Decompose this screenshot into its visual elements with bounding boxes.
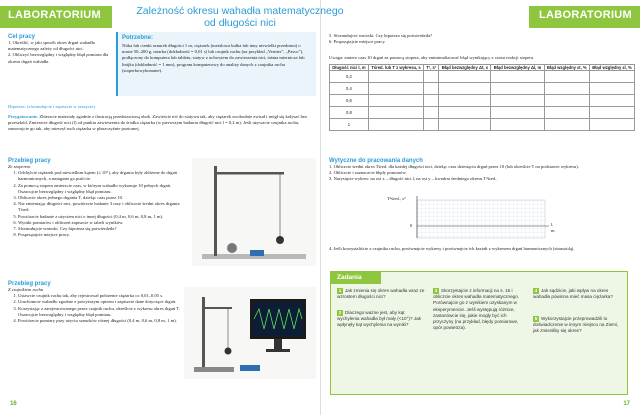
table-header: Błąd bezwzględny Δl, m	[491, 65, 544, 71]
table-cell: 1	[330, 119, 369, 131]
materials-box	[116, 32, 316, 96]
pendulum-illustration	[192, 158, 316, 266]
task-text: Skorzystajcie z informacji na s. 15 i obliczcie okres wahadła matematycznego. Porównajcie go z wynikiem uzyskanym w eksperymencie. Jeśli występują różnice, zastanówcie się, jakie mogły być ich przyczyny (na przykład, błędy pomiarowe, opór powietrza).	[433, 288, 520, 331]
table-row	[330, 95, 635, 107]
task-item	[337, 310, 425, 329]
graph-origin: 0	[410, 223, 413, 228]
task-number: 3	[434, 288, 438, 293]
task-number: 5	[534, 316, 538, 321]
procedure-step: 6. Wyniki pomiarów i obliczeń zapiszcie w tabeli wyników.	[18, 220, 188, 226]
task-item	[533, 288, 623, 300]
procedure-title: Przebieg pracy	[8, 158, 51, 164]
task-item	[433, 288, 525, 331]
page-number-left: 16	[10, 401, 17, 407]
page-number-right: 17	[623, 401, 630, 407]
table-row	[330, 83, 635, 95]
guideline-step: 2. Obliczcie i zaznaczcie błędy pomiarów.	[329, 170, 407, 176]
step-text: 6. Posprzątajcie miejsce pracy.	[329, 39, 386, 45]
preparation-label: Przygotowanie.	[8, 114, 39, 119]
tasks-box	[330, 271, 628, 395]
task-text: Jak zmienia się okres wahadła wraz ze wzrostem długości nici?	[337, 288, 425, 300]
guidelines-title: Wytyczne do pracowania danych	[329, 158, 423, 164]
task-text: Jak sądzicie, jaki wpływ na okres wahadła powinna mieć masa ciężarka?	[533, 288, 613, 300]
sensor-illustration	[184, 287, 316, 379]
procedure-step: 3. Obliczcie okres jednego drgania T, dzieląc czas przez 10.	[18, 195, 188, 201]
sensor-photo	[184, 287, 316, 379]
guidelines	[329, 158, 634, 183]
table-header: Długość nici l, m	[330, 65, 369, 71]
task-text: Dlaczego ważne jest, aby kąt wychylenia wahadła był mały (<10°)? Jak wpłynęły kąt wychylenia na wyniki?	[337, 310, 421, 328]
procedure-step: 2. Za pomocą stopera zmierzcie czas, w którym wahadło wykonuje 10 pełnych drgań. Oszacujcie bezwzględny i względny błąd pomiaru.	[18, 183, 188, 195]
task-number: 1	[338, 288, 342, 293]
guideline-step: 1. Obliczcie średni okres Tśred. dla każdej długości nici, dzieląc czas dziesięciu drgań przez 10 (lub określcie T na podstawie wykresu).	[329, 164, 579, 169]
step-four: 4. Jeśli korzystaliście z czujnika ruchu, porównajcie wykresy i porównajcie ich kształt z wykresem drgań harmonicznych (sinusoidą).	[329, 246, 575, 251]
goal-section	[8, 34, 114, 65]
guideline-step: 3. Narysujcie wykres: na osi x – długość nici l, na osi y – kwadrat średniego okresu T²śred..	[329, 176, 498, 182]
materials-text: Nitka lub cienki sznurek długości 1 m, ciężarek (metalowa kulka lub inny niewielki przedmiot) o masie 50–200 g, miarka (dokładność = 0,01 s) lub czujnik ruchu (na przykład „Vernier”, „Pasco”), podłączony do komputera lub tabletu, statyw z uchwytem do zawieszenia nici, taśma mierniczа lub linijka (dokładność = 1 mm), program komputerowy do analizy danych z czujnika ruchu (stoperbowykonanie).	[122, 43, 305, 73]
goal-item: 1. Określić, w jaki sposób okres drgań wahadła matematycznego zależy od długości nici.	[8, 40, 95, 52]
procedure-step: 4. Nie zmieniając długości nici, powtórzcie badanie 3 razy i obliczcie średni okres drgania Tśred.	[18, 201, 188, 213]
table-cell: 0,4	[330, 83, 369, 95]
graph-area	[387, 196, 555, 242]
procedure-title: Przebieg pracy	[8, 281, 51, 287]
table-row	[330, 107, 635, 119]
step-text: 5. Sformułujcie wnioski. Czy hipoteza się potwierdziła?	[329, 33, 433, 38]
continued-steps	[329, 33, 519, 45]
section-label-right: LABORATORIUM	[539, 9, 633, 21]
materials-title: Potrzebne:	[122, 35, 154, 41]
procedure-step: 1. Ustawcie czujnik ruchu tak, aby rejestrował położenie ciężarka co 0,01–0,05 s.	[18, 293, 180, 299]
procedure-stopwatch	[8, 158, 188, 238]
procedure-step: 4. Powtórzcie pomiary przy użyciu sznurków różnej długości (0,4 m, 0,6 m, 0,8 m, 1 m).	[18, 318, 180, 324]
procedure-sensor	[8, 281, 180, 324]
table-header: Błąd bezwzględny Δt, s	[439, 65, 491, 71]
hypothesis: Hipoteza: (sformułujcie i zapiszcie w zeszycie).	[8, 104, 97, 109]
section-label-left: LABORATORIUM	[8, 9, 102, 21]
table-cell: 0,6	[330, 95, 369, 107]
table-cell: 0,8	[330, 107, 369, 119]
pendulum-photo	[192, 158, 316, 266]
procedure-step: 3. Korzystając z zarejestrowanego przez czujnik ruchu, określcie z wykresu okres drgań T. Oszacujcie bezwzględny i względny błąd pomiaru.	[18, 306, 180, 318]
table-intro: Uwaga: zmierz czas 10 drgań za pomocą stopera, aby zminimalizować błąd wynikający z czasu reakcji stopera.	[329, 55, 535, 60]
table-row	[330, 71, 635, 83]
table-header: Błąd względny εt, %	[544, 65, 589, 71]
goal-title: Cel pracy	[8, 34, 36, 40]
procedure-step: 8. Posprzątajcie miejsce pracy.	[18, 232, 188, 238]
task-item	[337, 288, 425, 300]
graph-y-label: T²śred., s²	[387, 196, 406, 201]
task-item	[533, 316, 623, 335]
task-text: Wykorzystajcie przeprowadzili to doświadczenie w innym miejscu na Ziemi, jak zmieniłby się okres?	[533, 316, 619, 334]
procedure-step: 5. Powtórzcie badanie z użyciem nici o innej długości (0,4 m, 0,6 m, 0,8 m, 1 m).	[18, 214, 188, 220]
task-number: 2	[338, 310, 342, 315]
table-header: Tśred. lub T z wykresu, s	[368, 65, 423, 71]
graph-x-label: l, m	[551, 222, 555, 234]
procedure-step: 1. Odchylcie ciężarek pod niewielkim kątem (≤ 10°), aby drgania były zbliżone do drgań harmonicznych, a następnie go puśćcie.	[18, 170, 188, 182]
table-header: T², s²	[424, 65, 439, 71]
procedure-subtitle: Z czujnikiem ruchu	[8, 287, 44, 292]
results-table	[329, 64, 635, 131]
procedure-step: 7. Sformułujcie wnioski. Czy hipoteza się potwierdziła?	[18, 226, 188, 232]
table-cell: 0,2	[330, 71, 369, 83]
goal-item: 2. Obliczyć bezwzględny i względny błąd pomiaru dla okresu drgań wahadła.	[8, 52, 109, 64]
procedure-subtitle: Ze stoperem	[8, 164, 31, 169]
table-header: Błąd względny εl, %	[589, 65, 634, 71]
graph-grid	[409, 196, 555, 242]
preparation-text: Zbierzcie materiały zgodnie z ilustracją przedstawioną obok. Zawieście nić do statywu tak, aby ciężarek swobodnie zwisał i mógł się kołysać bez przeszkód. Zmierzcie długość nici (l) od punktu zawieszenia do środka ciężarka (w pierwszym badaniu długość nici l = 0,2 m). Jeśli używacie czujnika ruchu, zamocujcie go tak, aby mierzył ruch ciężarka w płaszczyźnie poziomej.	[8, 114, 308, 132]
tasks-title: Zadania	[331, 272, 381, 284]
task-number: 4	[534, 288, 538, 293]
procedure-step: 2. Uruchomcie wahadło zgodnie z powyższym opisem i zapiszcie dane dotyczące drgań.	[18, 299, 180, 305]
topic-title: Zależność okresu wahadła matematycznego od długości nici	[136, 5, 344, 29]
table-row	[330, 119, 635, 131]
preparation	[8, 114, 313, 133]
